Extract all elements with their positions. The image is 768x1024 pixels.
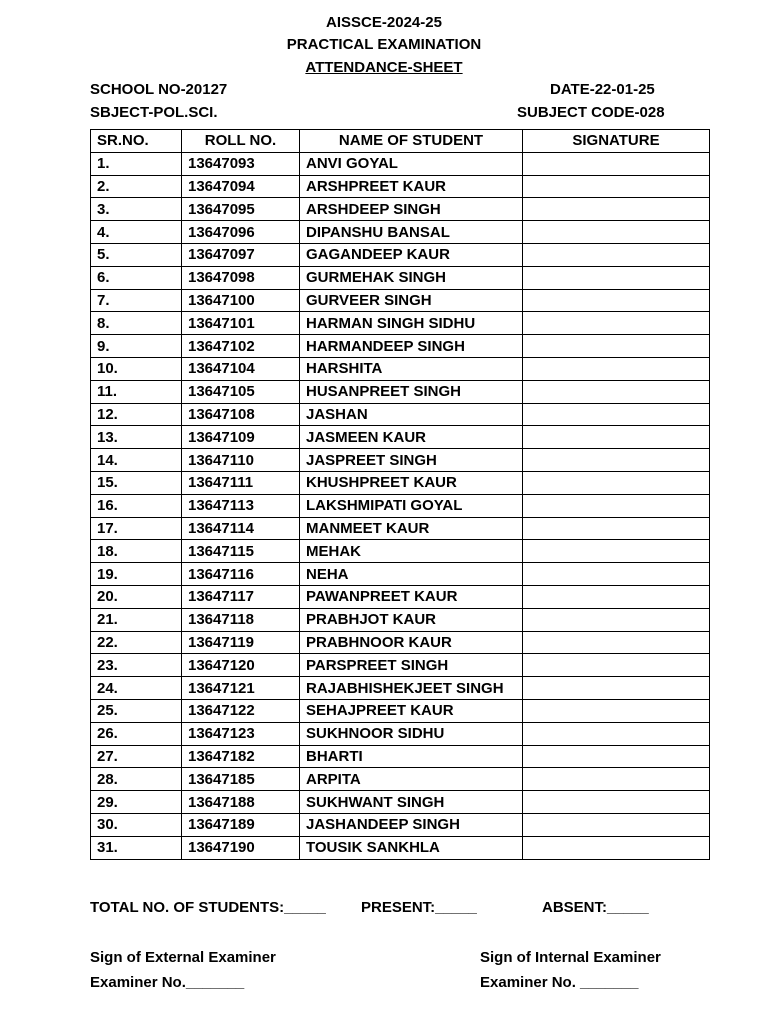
signature-cell — [523, 335, 710, 358]
subject-code: SUBJECT CODE-028 — [517, 104, 665, 121]
roll-no-cell: 13647185 — [182, 768, 300, 791]
sr-no-cell: 15. — [91, 471, 182, 494]
student-name-cell: PRABHNOOR KAUR — [300, 631, 523, 654]
signature-cell — [523, 517, 710, 540]
table-row — [91, 631, 710, 654]
roll-no-cell: 13647110 — [182, 449, 300, 472]
signature-cell — [523, 243, 710, 266]
signature-cell — [523, 722, 710, 745]
sr-no-cell: 19. — [91, 563, 182, 586]
table-row — [91, 221, 710, 244]
table-row — [91, 608, 710, 631]
signature-cell — [523, 175, 710, 198]
table-row — [91, 813, 710, 836]
signature-cell — [523, 836, 710, 859]
sr-no-cell: 1. — [91, 152, 182, 175]
signature-cell — [523, 768, 710, 791]
roll-no-cell: 13647095 — [182, 198, 300, 221]
sr-no-cell: 10. — [91, 357, 182, 380]
sr-no-cell: 17. — [91, 517, 182, 540]
sr-no-cell: 20. — [91, 585, 182, 608]
roll-no-cell: 13647123 — [182, 722, 300, 745]
sr-no-cell: 27. — [91, 745, 182, 768]
table-row — [91, 175, 710, 198]
table-row — [91, 517, 710, 540]
signature-cell — [523, 266, 710, 289]
school-number: SCHOOL NO-20127 — [90, 81, 228, 98]
signature-cell — [523, 471, 710, 494]
student-name-cell: TOUSIK SANKHLA — [300, 836, 523, 859]
student-name-cell: GURMEHAK SINGH — [300, 266, 523, 289]
internal-examiner-sign-label: Sign of Internal Examiner — [480, 949, 661, 966]
roll-no-cell: 13647105 — [182, 380, 300, 403]
table-row — [91, 540, 710, 563]
student-name-cell: JASMEEN KAUR — [300, 426, 523, 449]
table-row — [91, 152, 710, 175]
student-name-cell: ANVI GOYAL — [300, 152, 523, 175]
sr-no-cell: 11. — [91, 380, 182, 403]
signature-cell — [523, 403, 710, 426]
student-name-cell: GURVEER SINGH — [300, 289, 523, 312]
sr-no-cell: 22. — [91, 631, 182, 654]
table-row — [91, 426, 710, 449]
roll-no-cell: 13647113 — [182, 494, 300, 517]
roll-no-cell: 13647094 — [182, 175, 300, 198]
table-row — [91, 677, 710, 700]
signature-cell — [523, 677, 710, 700]
present-field: PRESENT:_____ — [361, 899, 477, 916]
signature-cell — [523, 312, 710, 335]
signature-cell — [523, 426, 710, 449]
sr-no-cell: 16. — [91, 494, 182, 517]
signature-cell — [523, 585, 710, 608]
total-students-field: TOTAL NO. OF STUDENTS:_____ — [90, 899, 326, 916]
roll-no-cell: 13647122 — [182, 699, 300, 722]
attendance-table — [90, 129, 710, 860]
table-row — [91, 768, 710, 791]
table-row — [91, 198, 710, 221]
sr-no-cell: 24. — [91, 677, 182, 700]
sr-no-cell: 18. — [91, 540, 182, 563]
roll-no-cell: 13647121 — [182, 677, 300, 700]
table-row — [91, 243, 710, 266]
roll-no-cell: 13647118 — [182, 608, 300, 631]
table-row — [91, 745, 710, 768]
table-row — [91, 380, 710, 403]
roll-no-cell: 13647104 — [182, 357, 300, 380]
roll-no-cell: 13647116 — [182, 563, 300, 586]
student-name-cell: SUKHWANT SINGH — [300, 791, 523, 814]
sr-no-cell: 12. — [91, 403, 182, 426]
sr-no-cell: 31. — [91, 836, 182, 859]
table-row — [91, 722, 710, 745]
student-name-cell: JASHANDEEP SINGH — [300, 813, 523, 836]
student-name-cell: HARMAN SINGH SIDHU — [300, 312, 523, 335]
table-row — [91, 585, 710, 608]
roll-no-cell: 13647096 — [182, 221, 300, 244]
table-row — [91, 699, 710, 722]
roll-no-cell: 13647117 — [182, 585, 300, 608]
roll-no-cell: 13647115 — [182, 540, 300, 563]
sr-no-cell: 21. — [91, 608, 182, 631]
table-row — [91, 312, 710, 335]
roll-no-cell: 13647189 — [182, 813, 300, 836]
external-examiner-sign-label: Sign of External Examiner — [90, 949, 276, 966]
table-row — [91, 563, 710, 586]
signature-cell — [523, 791, 710, 814]
column-header-signature: SIGNATURE — [523, 130, 710, 153]
student-name-cell: PAWANPREET KAUR — [300, 585, 523, 608]
sr-no-cell: 3. — [91, 198, 182, 221]
table-row — [91, 471, 710, 494]
signature-cell — [523, 449, 710, 472]
student-name-cell: DIPANSHU BANSAL — [300, 221, 523, 244]
roll-no-cell: 13647114 — [182, 517, 300, 540]
signature-cell — [523, 540, 710, 563]
absent-field: ABSENT:_____ — [542, 899, 649, 916]
signature-cell — [523, 198, 710, 221]
sr-no-cell: 25. — [91, 699, 182, 722]
signature-cell — [523, 563, 710, 586]
signature-cell — [523, 608, 710, 631]
signature-cell — [523, 357, 710, 380]
sr-no-cell: 5. — [91, 243, 182, 266]
table-row — [91, 654, 710, 677]
column-header-roll-no: ROLL NO. — [182, 130, 300, 153]
sr-no-cell: 23. — [91, 654, 182, 677]
student-name-cell: ARSHDEEP SINGH — [300, 198, 523, 221]
table-row — [91, 836, 710, 859]
table-row — [91, 289, 710, 312]
sr-no-cell: 13. — [91, 426, 182, 449]
signature-cell — [523, 221, 710, 244]
table-row — [91, 494, 710, 517]
sr-no-cell: 6. — [91, 266, 182, 289]
sr-no-cell: 29. — [91, 791, 182, 814]
roll-no-cell: 13647182 — [182, 745, 300, 768]
roll-no-cell: 13647109 — [182, 426, 300, 449]
sr-no-cell: 7. — [91, 289, 182, 312]
internal-examiner-number: Examiner No. _______ — [480, 974, 639, 991]
exam-title: AISSCE-2024-25 — [326, 14, 442, 31]
roll-no-cell: 13647102 — [182, 335, 300, 358]
student-name-cell: RAJABHISHEKJEET SINGH — [300, 677, 523, 700]
student-name-cell: JASHAN — [300, 403, 523, 426]
signature-cell — [523, 289, 710, 312]
table-row — [91, 357, 710, 380]
student-name-cell: SUKHNOOR SIDHU — [300, 722, 523, 745]
student-name-cell: HUSANPREET SINGH — [300, 380, 523, 403]
subject-name: SBJECT-POL.SCI. — [90, 104, 218, 121]
exam-subtitle: PRACTICAL EXAMINATION — [286, 36, 482, 53]
student-name-cell: NEHA — [300, 563, 523, 586]
student-name-cell: MEHAK — [300, 540, 523, 563]
column-header-sr-no: SR.NO. — [91, 130, 182, 153]
roll-no-cell: 13647188 — [182, 791, 300, 814]
student-name-cell: SEHAJPREET KAUR — [300, 699, 523, 722]
table-row — [91, 791, 710, 814]
table-row — [91, 335, 710, 358]
student-name-cell: ARSHPREET KAUR — [300, 175, 523, 198]
table-row — [91, 449, 710, 472]
sr-no-cell: 8. — [91, 312, 182, 335]
sr-no-cell: 26. — [91, 722, 182, 745]
exam-date: DATE-22-01-25 — [550, 81, 655, 98]
student-name-cell: LAKSHMIPATI GOYAL — [300, 494, 523, 517]
student-name-cell: GAGANDEEP KAUR — [300, 243, 523, 266]
sr-no-cell: 9. — [91, 335, 182, 358]
roll-no-cell: 13647111 — [182, 471, 300, 494]
student-name-cell: PARSPREET SINGH — [300, 654, 523, 677]
roll-no-cell: 13647190 — [182, 836, 300, 859]
signature-cell — [523, 813, 710, 836]
roll-no-cell: 13647101 — [182, 312, 300, 335]
student-name-cell: ARPITA — [300, 768, 523, 791]
student-name-cell: MANMEET KAUR — [300, 517, 523, 540]
sr-no-cell: 4. — [91, 221, 182, 244]
external-examiner-number: Examiner No._______ — [90, 974, 245, 991]
signature-cell — [523, 152, 710, 175]
roll-no-cell: 13647108 — [182, 403, 300, 426]
table-header-row — [91, 130, 710, 153]
table-row — [91, 403, 710, 426]
student-name-cell: PRABHJOT KAUR — [300, 608, 523, 631]
signature-cell — [523, 631, 710, 654]
signature-cell — [523, 654, 710, 677]
sheet-title: ATTENDANCE-SHEET — [305, 59, 463, 76]
sr-no-cell: 30. — [91, 813, 182, 836]
column-header-name: NAME OF STUDENT — [300, 130, 523, 153]
student-name-cell: BHARTI — [300, 745, 523, 768]
signature-cell — [523, 699, 710, 722]
roll-no-cell: 13647097 — [182, 243, 300, 266]
signature-cell — [523, 745, 710, 768]
roll-no-cell: 13647120 — [182, 654, 300, 677]
sr-no-cell: 2. — [91, 175, 182, 198]
roll-no-cell: 13647119 — [182, 631, 300, 654]
student-name-cell: HARSHITA — [300, 357, 523, 380]
sr-no-cell: 14. — [91, 449, 182, 472]
sr-no-cell: 28. — [91, 768, 182, 791]
signature-cell — [523, 494, 710, 517]
roll-no-cell: 13647093 — [182, 152, 300, 175]
roll-no-cell: 13647100 — [182, 289, 300, 312]
student-name-cell: JASPREET SINGH — [300, 449, 523, 472]
student-name-cell: HARMANDEEP SINGH — [300, 335, 523, 358]
signature-cell — [523, 380, 710, 403]
student-name-cell: KHUSHPREET KAUR — [300, 471, 523, 494]
roll-no-cell: 13647098 — [182, 266, 300, 289]
table-row — [91, 266, 710, 289]
